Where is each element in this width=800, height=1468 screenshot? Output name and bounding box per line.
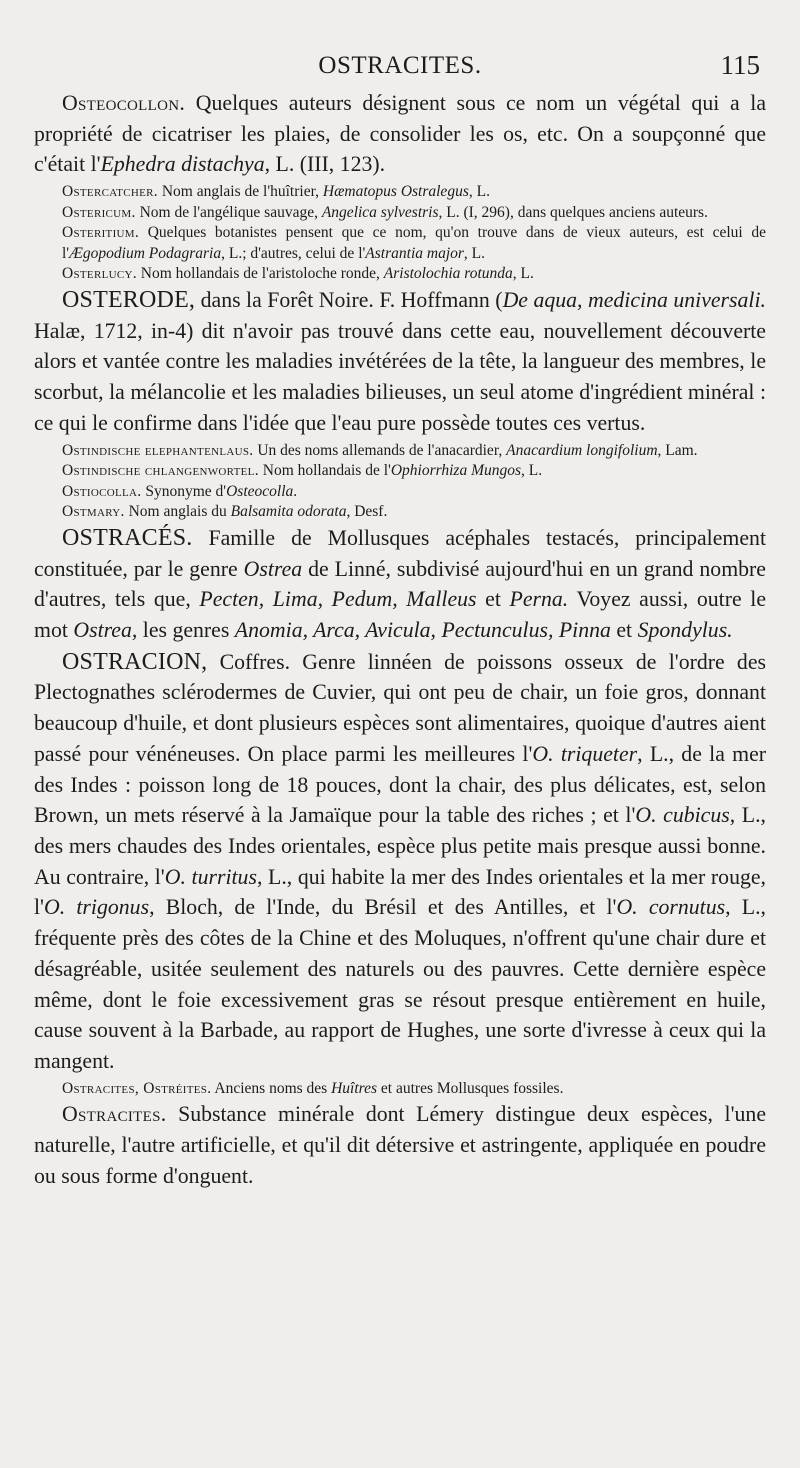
header-title: OSTRACITES. (318, 52, 482, 79)
entry-ostercatcher: Ostercatcher. Nom anglais de l'huîtrier, Hæmatopus Ostralegus, L. (62, 183, 490, 201)
entry-osteritium: Osteritium. Quelques botanistes pensent que ce nom, qu'on trouve dans de vieux auteurs, est celui de l'Ægopodium Podagraria, L.; d'autres, celui de l'Astrantia major, L. (62, 224, 766, 262)
entry-ostracites-ostreites: Ostracites, Ostréites. Anciens noms des Huîtres et autres Mollusques fossiles. (62, 1079, 564, 1097)
entry-ostmary: Ostmary. Nom anglais du Balsamita odorata, Desf. (62, 503, 388, 521)
entry-ostracion: OSTRACION, Coffres. Genre linnéen de poissons osseux de l'ordre des Plectognathes sclérodermes de Cuvier, qui ont peu de chair, un foie gros, donnant beaucoup d'huile, et dont plusieurs espèces sont alimentaires, quoique d'autres aient passé pour vénéneuses. On place parmi les meilleures l'O. triqueter, L., de la mer des Indes : poisson long de 18 pouces, dont la chair, des plus délicates, est, selon Brown, un mets réservé à la Jamaïque pour la table des riches ; et l'O. cubicus, L., des mers chaudes des Indes orientales, espèce plus petite mais presque aussi bonne. Au contraire, l'O. turritus, L., qui habite la mer des Indes orientales et la mer rouge, l'O. trigonus, Bloch, de l'Inde, du Brésil et des Antilles, et l'O. cornutus, L., fréquente près des côtes de la Chine et des Moluques, n'offrent qu'une chair dure et désagréable, usitée seulement des naturels ou des pauvres. Cette dernière espèce même, dont le foie excessivement gras se résout presque entièrement en huile, cause souvent à la Barbade, au rapport de Hughes, une sorte d'ivresse à ceux qui la mangent. (34, 648, 767, 1073)
entry-ostindische-chlangenwortel: Ostindische chlangenwortel. Nom hollandais de l'Ophiorrhiza Mungos, L. (62, 462, 543, 480)
entry-ostracites: Ostracites. Substance minérale dont Lémery distingue deux espèces, l'une naturelle, l'autre artificielle, et qu'il dit détersive et astringente, appliquée en poudre ou sous forme d'onguent. (34, 1102, 766, 1188)
entry-osteocollon: Osteocollon. Quelques auteurs désignent sous ce nom un végétal qui a la propriété de cicatriser les plaies, de consolider les os, etc. On a soupçonné que c'était l'Ephedra distachya, L. (III, 123). (34, 91, 766, 177)
page-number: 115 (720, 50, 760, 80)
running-header (0, 52, 800, 86)
entry-ostiocolla: Ostiocolla. Synonyme d'Osteocolla. (62, 482, 298, 500)
entry-osterlucy: Osterlucy. Nom hollandais de l'aristoloche ronde, Aristolochia rotunda, L. (62, 265, 534, 283)
dictionary-entries (34, 88, 766, 1191)
entry-ostraces: OSTRACÉS. Famille de Mollusques acéphales testacés, principalement constituée, par le genre Ostrea de Linné, subdivisé aujourd'hui en un grand nombre d'autres, tels que, Pecten, Lima, Pedum, Malleus et Perna. Voyez aussi, outre le mot Ostrea, les genres Anomia, Arca, Avicula, Pectunculus, Pinna et Spondylus. (34, 524, 766, 643)
entry-ostindische-elephantenlaus: Ostindische elephantenlaus. Un des noms allemands de l'anacardier, Anacardium longifolium, Lam. (62, 441, 698, 459)
entry-osterode: OSTERODE, dans la Forêt Noire. F. Hoffmann (De aqua, medicina universali. Halæ, 1712, in-4) dit n'avoir pas trouvé dans cette eau, nouvellement découverte alors et vantée contre les maladies invétérées de la tête, la langueur des membres, le scorbut, la mélancolie et les maladies bilieuses, un seul atome d'ingrédient minéral : ce qui le confirme dans l'idée que l'eau pure possède toutes ces vertus. (34, 287, 766, 435)
entry-ostericum: Ostericum. Nom de l'angélique sauvage, Angelica sylvestris, L. (I, 296), dans quelques anciens auteurs. (62, 203, 708, 221)
